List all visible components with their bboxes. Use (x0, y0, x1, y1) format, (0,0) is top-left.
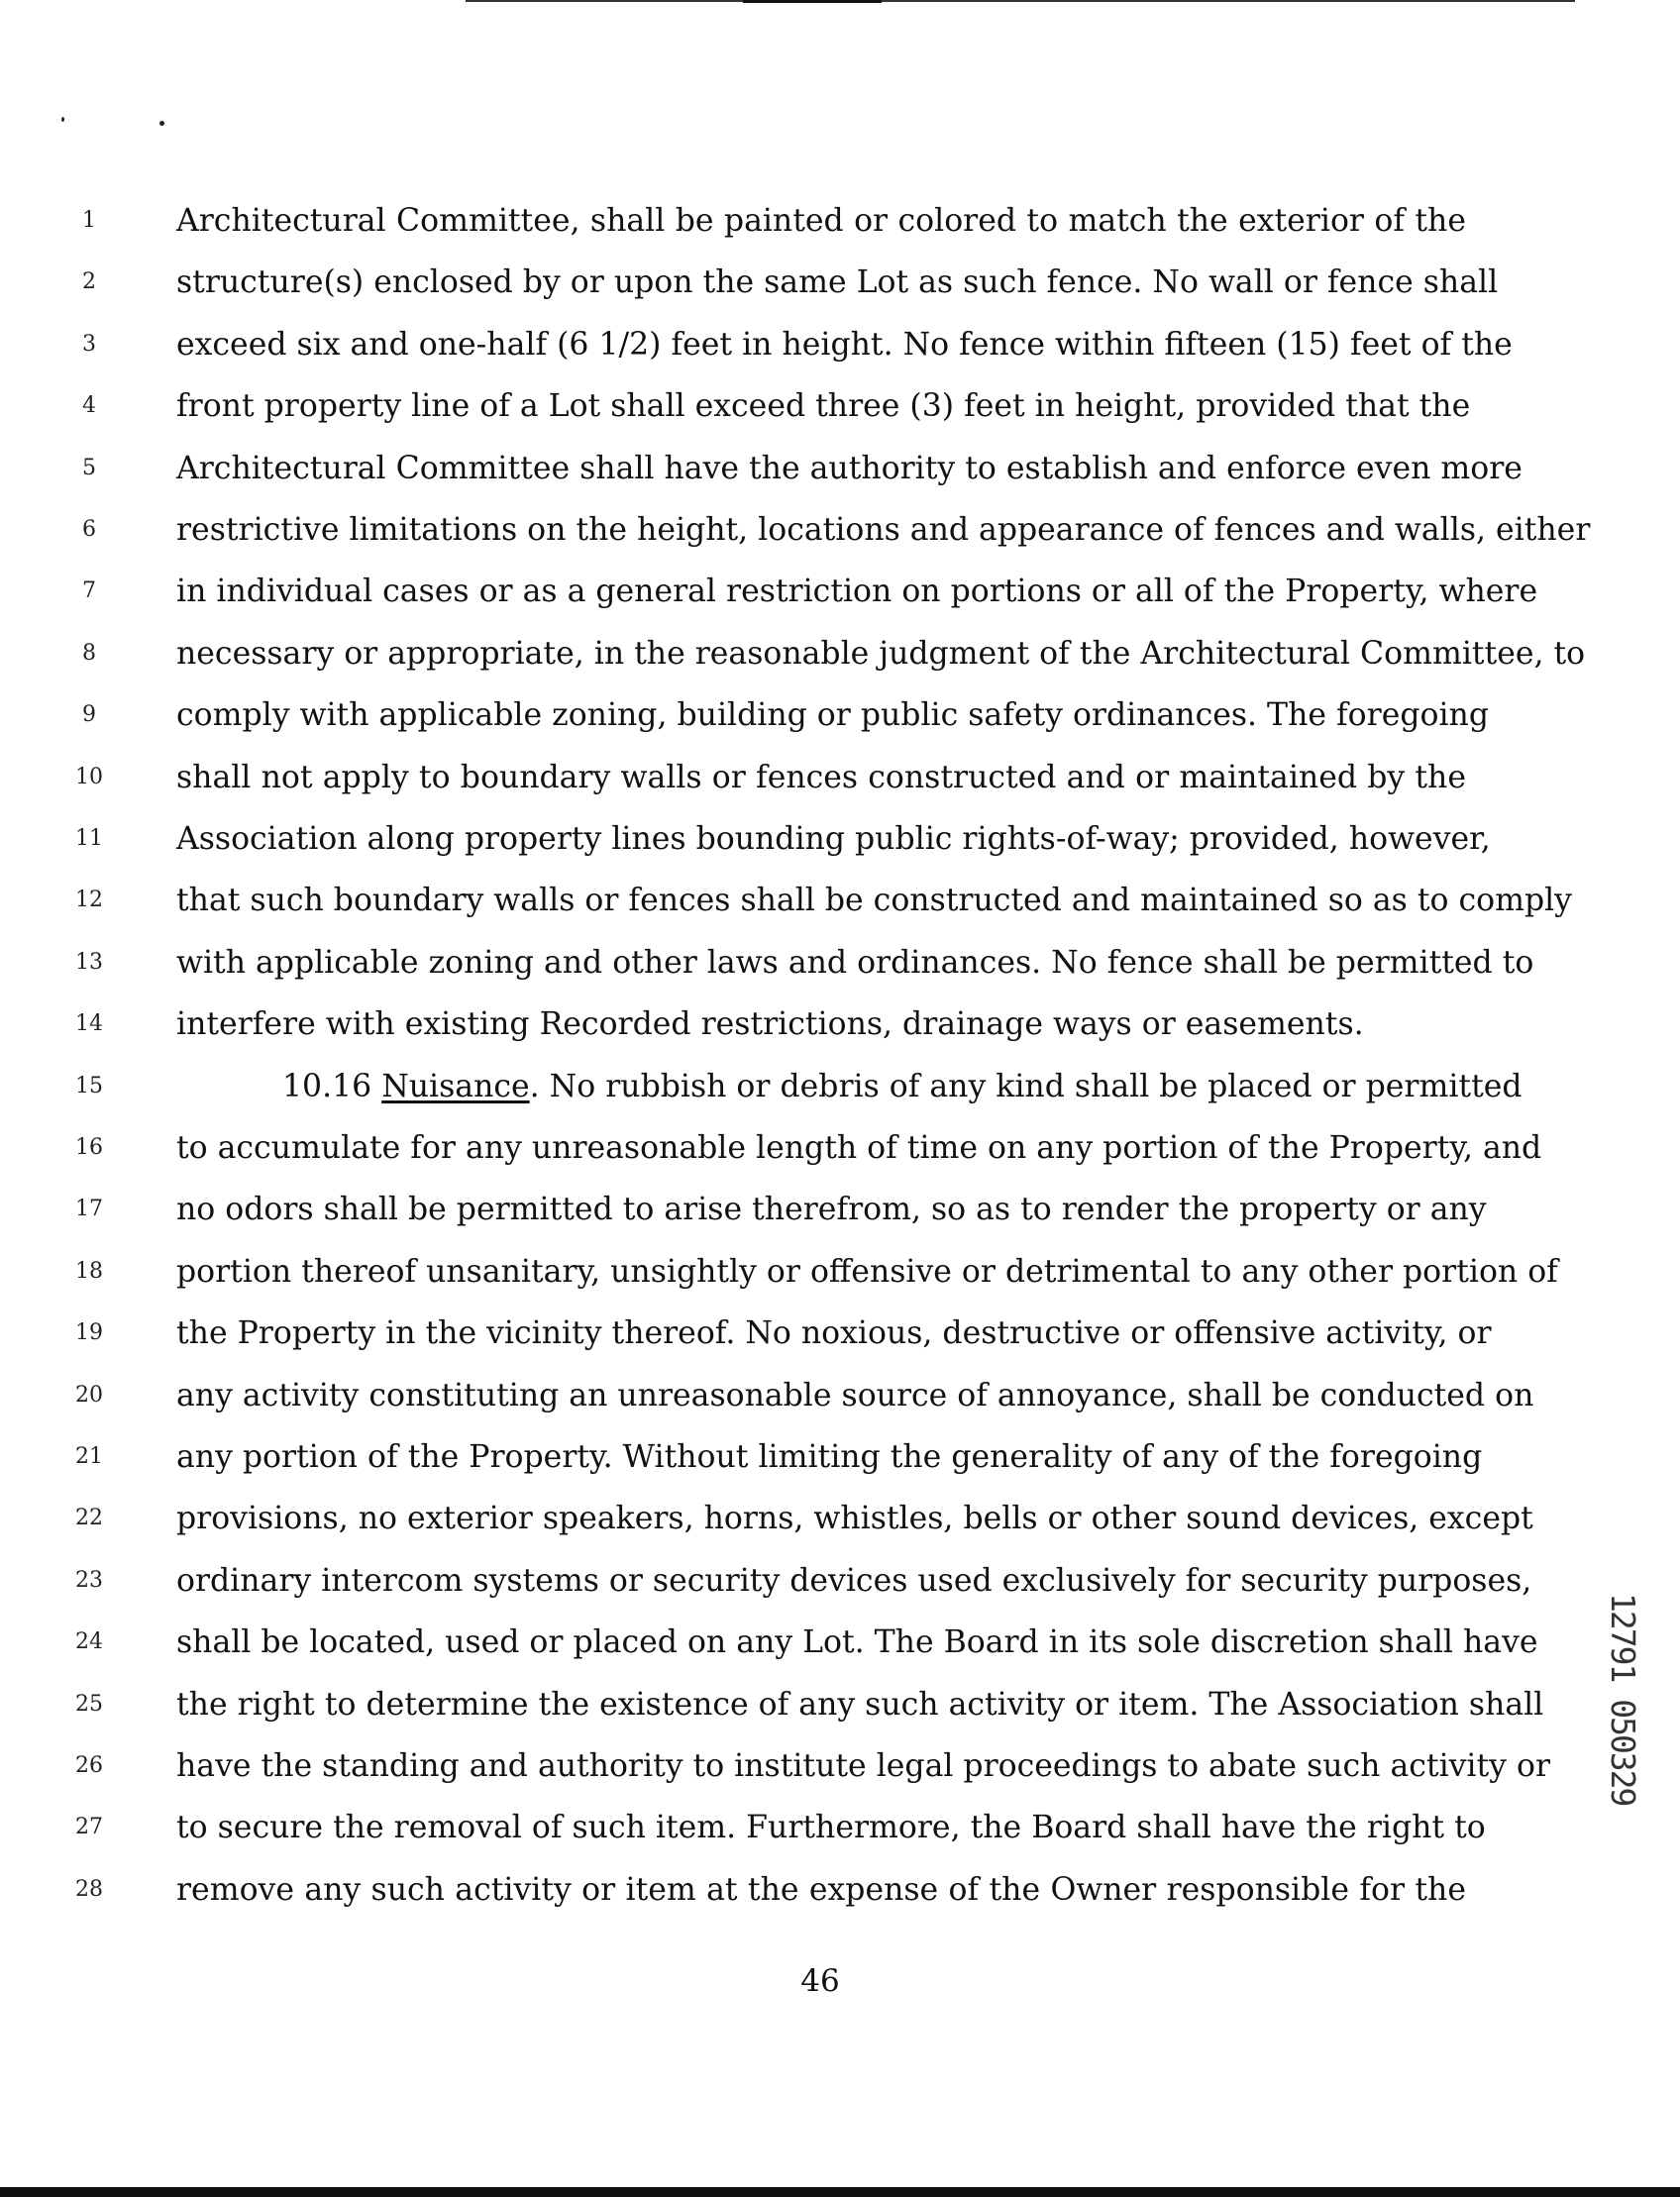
line-number: 22 (75, 1506, 103, 1530)
text-line: Architectural Committee shall have the authority to establish and enforce even more (176, 451, 1522, 486)
text-line: the right to determine the existence of any such activity or item. The Association shall (176, 1687, 1544, 1723)
line-number: 12 (75, 888, 103, 912)
scan-speck (61, 117, 64, 122)
line-number: 14 (75, 1011, 103, 1036)
line-number: 16 (75, 1135, 103, 1160)
text-line: any activity constituting an unreasonable source of annoyance, shall be conducted on (176, 1378, 1534, 1413)
section-title: Nuisance (381, 1069, 530, 1104)
text-line: provisions, no exterior speakers, horns, whistles, bells or other sound devices, except (176, 1501, 1533, 1536)
line-number: 18 (75, 1259, 103, 1284)
text-line: front property line of a Lot shall exceed three (3) feet in height, provided that the (176, 388, 1471, 424)
text-line: the Property in the vicinity thereof. No noxious, destructive or offensive activity, or (176, 1315, 1492, 1351)
text-line: shall be located, used or placed on any Lot. The Board in its sole discretion shall have (176, 1624, 1538, 1660)
line-number: 15 (75, 1074, 103, 1098)
line-number: 8 (82, 641, 96, 666)
line-number: 27 (75, 1815, 103, 1839)
scan-bottom-edge (0, 2187, 1680, 2197)
text-line: with applicable zoning and other laws and ordinances. No fence shall be permitted to (176, 945, 1534, 981)
text-line: comply with applicable zoning, building or public safety ordinances. The foregoing (176, 697, 1489, 733)
line-number: 2 (82, 269, 96, 294)
line-number: 3 (82, 332, 96, 357)
text-line: any portion of the Property. Without limiting the generality of any of the foregoing (176, 1439, 1483, 1475)
text-line: interfere with existing Recorded restrictions, drainage ways or easements. (176, 1006, 1364, 1042)
scan-top-edge (466, 0, 1575, 2)
line-number: 26 (75, 1753, 103, 1778)
text-line: to secure the removal of such item. Furthermore, the Board shall have the right to (176, 1810, 1486, 1845)
line-number: 23 (75, 1568, 103, 1593)
section-number: 10.16 (282, 1069, 372, 1104)
line-number: 4 (82, 393, 96, 418)
line-number: 5 (82, 456, 96, 480)
text-line-content: . No rubbish or debris of any kind shall be placed or permitted (529, 1069, 1522, 1104)
scan-top-edge-dark (743, 0, 882, 3)
text-line: exceed six and one-half (6 1/2) feet in height. No fence within fifteen (15) feet of the (176, 327, 1513, 363)
line-number: 20 (75, 1383, 103, 1408)
text-line: in individual cases or as a general restriction on portions or all of the Property, where (176, 574, 1538, 609)
text-line: remove any such activity or item at the expense of the Owner responsible for the (176, 1872, 1466, 1908)
line-number: 19 (75, 1320, 103, 1345)
recording-stamp: 12791 050329 (1604, 1593, 1642, 1806)
text-line: portion thereof unsanitary, unsightly or offensive or detrimental to any other portion of (176, 1254, 1558, 1290)
page-number: 46 (800, 1963, 840, 1999)
text-line: restrictive limitations on the height, locations and appearance of fences and walls, either (176, 512, 1591, 548)
text-line: Architectural Committee, shall be painted or colored to match the exterior of the (176, 203, 1466, 239)
line-number: 11 (75, 826, 103, 851)
text-line: shall not apply to boundary walls or fences constructed and or maintained by the (176, 760, 1466, 795)
text-line: necessary or appropriate, in the reasonable judgment of the Architectural Committee, to (176, 636, 1586, 672)
line-number: 13 (75, 950, 103, 975)
line-number: 9 (82, 702, 96, 727)
scan-speck (159, 121, 164, 126)
line-number: 21 (75, 1444, 103, 1469)
line-number: 28 (75, 1877, 103, 1902)
text-line (282, 1067, 1522, 1106)
line-number: 24 (75, 1629, 103, 1654)
text-line: Association along property lines bounding public rights-of-way; provided, however, (176, 821, 1491, 857)
text-line: that such boundary walls or fences shall be constructed and maintained so as to comply (176, 883, 1572, 918)
text-line: no odors shall be permitted to arise therefrom, so as to render the property or any (176, 1192, 1487, 1227)
line-number: 25 (75, 1692, 103, 1717)
line-number: 6 (82, 517, 96, 542)
line-number: 10 (75, 765, 103, 789)
text-line: ordinary intercom systems or security devices used exclusively for security purposes, (176, 1563, 1532, 1599)
line-number: 17 (75, 1197, 103, 1221)
line-number: 1 (82, 208, 96, 233)
line-number: 7 (82, 578, 96, 603)
text-line: have the standing and authority to institute legal proceedings to abate such activity or (176, 1748, 1550, 1784)
text-line: to accumulate for any unreasonable length of time on any portion of the Property, and (176, 1130, 1542, 1166)
text-line: structure(s) enclosed by or upon the same Lot as such fence. No wall or fence shall (176, 264, 1499, 300)
